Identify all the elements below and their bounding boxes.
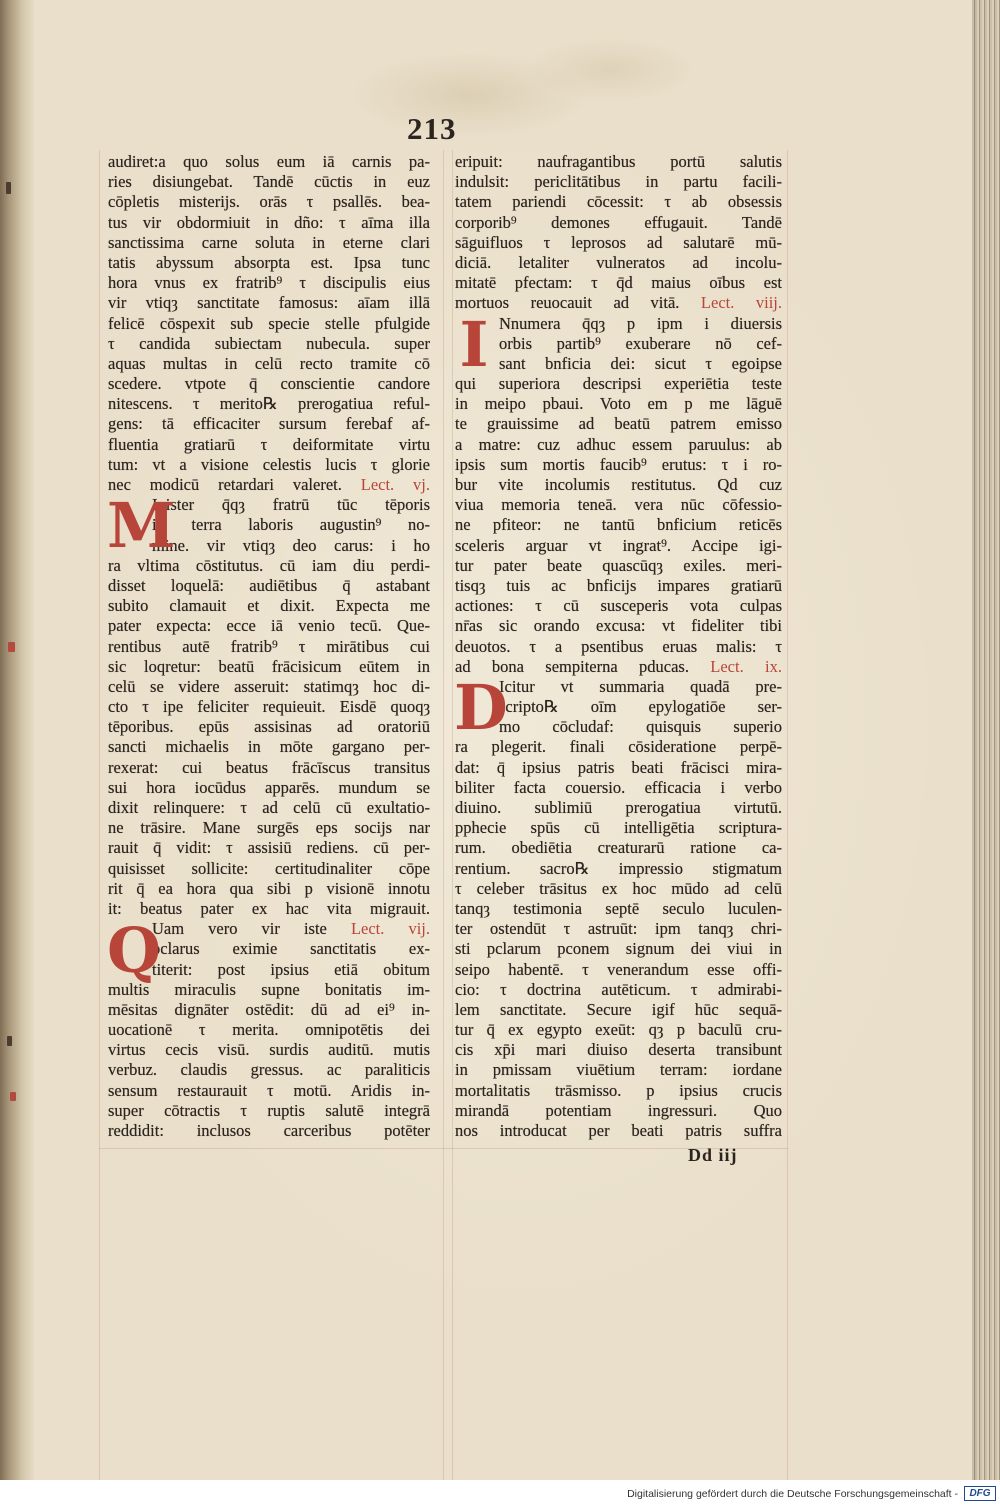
margin-mark [6,182,11,194]
text-line [455,314,782,334]
text-line: in terra laboris augustin⁹ no- [152,515,430,535]
rubricated-initial: I [459,307,489,381]
text-line: diciā. letaliter vulneratos ad incolu- [455,252,782,272]
text-line: eripuit: naufragantibus portū salutis [455,152,782,171]
text-line: sancti michaelis in mōte gargano per- [108,737,430,757]
text-line: ne trāsire. Mane surgēs eps socijs nar [108,818,430,838]
signature-mark: Dd iij [688,1145,738,1165]
text-line: sāguifluos τ leprosos ad salutarē mū- [455,232,782,252]
text-line: tisqȝ tuis ac bnficijs impares gratiarū [455,575,782,595]
ruling-line [787,150,788,1480]
line-text: mortuos reuocauit ad vitā. [455,293,680,313]
text-line: bur vite incolumis restitutus. Qd cuz [455,475,782,494]
text-line: ra plegerit. finali cōsideratione perpē- [455,737,782,757]
text-line: deuotos. τ a psentibus eruas malis: τ [455,636,782,656]
text-line: celū se videre asseruit: statimqȝ hoc di- [108,676,430,696]
text-line: rexerat: cui beatus frācīscus transitus [108,757,430,777]
text-line: actiones: τ cū susceperis vota culpas [455,596,782,616]
text-line: biliter facta couersio. efficacia i verbo [455,777,782,797]
text-line: indulsit: periclitātibus in partu facili- [455,172,782,192]
text-line: pclarus eximie sanctitatis ex- [152,939,430,959]
text-line: sceleris arguar vt ingrat⁹. Accipe igi- [455,535,782,555]
rubricated-initial: M [107,489,176,563]
text-line: dat: q̄ ipsius patris beati frācisci mira- [455,757,782,777]
ruling-line [452,150,453,1480]
line-text: Icitur vt summaria quadā pre- [499,676,782,696]
text-line: cio: τ doctrina autēticum. τ admirabi- [455,979,782,999]
text-line: in pmissam viuētium terram: iordane [455,1060,782,1080]
text-line: scedere. vtpote q̄ conscientie candore [108,374,430,394]
page-number: 213 [407,111,457,146]
rubricated-initial: D [454,671,508,745]
rubricated-initial: Q [107,913,162,987]
text-line: sensum restaurauit τ motū. Aridis in- [108,1080,430,1100]
text-line: mitatē pfectam: τ q̄d maius oībus est [455,273,782,293]
text-line: verbuz. claudis gressus. ac paraliticis [108,1060,430,1080]
text-line: cis xp̄i mari diuiso deserta transibunt [455,1040,782,1060]
text-line: titerit: post ipsius etiā obitum [152,959,430,979]
text-line: pphecie spūs cū intelligētia scriptura- [455,818,782,838]
lection-marker: Lect. viij. [700,293,782,313]
line-text: Uam vero vir iste [152,919,327,939]
text-line: mo cōcludaf: quisquis superio [499,717,782,737]
text-line: ries disiungebat. Tandē cūctis in euz [108,172,430,192]
text-line: nos introducat per beati patris suffra [455,1121,782,1140]
text-line: tur pater beate quascūqȝ exiles. meri- [455,555,782,575]
text-line: rentibus autē fratrib⁹ τ mirātibus cui [108,636,430,656]
adjacent-page-gutter [0,0,34,1480]
text-line: tum: vt a visione celestis lucis τ glorie [108,454,430,474]
text-line: rauit q̄ vidit: τ assisiū rediens. cū per- [108,838,430,858]
right-column [455,152,782,1141]
text-line: mortalitatis trāsmisso. p ipsius crucis [455,1080,782,1100]
text-line: sant bnficia dei: sicut τ egoipse [499,353,782,373]
page-stack-edges [972,0,1000,1480]
lection-marker: Lect. vj. [360,475,430,494]
text-line: nr̄as sic orando excusa: vt fideliter tibi [455,616,782,636]
text-line: cto τ ipe feliciter requieuit. Eisdē quoqȝ [108,697,430,717]
text-line: in meipo pbaui. Voto em p me lāguē [455,394,782,414]
text-line: reddidit: inclusos carceribus potēter [108,1121,430,1140]
text-line: τ celeber trāsitus ex hoc mūdo ad celū [455,878,782,898]
text-line: sanctissima carne soluta in eterne clari [108,232,430,252]
text-line: virtus cecis visū. surdis auditū. mutis [108,1040,430,1060]
text-line: seipo habentē. τ venerandum esse offi- [455,959,782,979]
text-line: quisisset sollicite: certitudinaliter cōpe [108,858,430,878]
ruling-line [443,150,444,1480]
margin-mark [7,1036,12,1046]
margin-mark [8,642,15,652]
text-line: pater expecta: ecce iā venio tecū. Que- [108,616,430,636]
text-line: ra vltima cōstitutus. cū iam diu perdi- [108,555,430,575]
text-line: fluentia gratiarū τ deiformitate virtu [108,434,430,454]
text-line: ipsis sum mortis faucib⁹ erutus: τ i ro- [455,454,782,474]
text-line: felicē cōspexit sub specie stelle pfulgide [108,313,430,333]
ruling-line [99,150,100,1480]
dfg-logo: DFG [964,1486,996,1501]
text-line [455,293,782,313]
text-line: aquas multas in celū recto tramite cō [108,353,430,373]
text-line: sic loqretur: beatū frācisicum eūtem in [108,656,430,676]
text-line: super cōtractis τ ruptis salutē integrā [108,1100,430,1120]
line-text: Inister q̄qȝ fratrū tūc tēporis [152,495,430,515]
text-line: mēsitas dignāter ostēdit: dū ad ei⁹ in- [108,999,430,1019]
text-line: orbis partib⁹ exuberare nō cef- [499,333,782,353]
text-line: τ candida subiectam nubecula. super [108,333,430,353]
ruling-line [99,1148,788,1149]
text-line: uocationē τ merita. omnipotētis dei [108,1020,430,1040]
text-line: lem sanctitate. Secure igif hūc sequā- [455,999,782,1019]
text-line: subito clamauit et dixit. Expecta me [108,596,430,616]
text-line: mine. vir vtiqȝ deo carus: i ho [152,535,430,555]
line-text: nec modicū retardari valeret. [108,475,342,494]
text-line: mirandā potentiam ingressuri. Quo [455,1100,782,1120]
text-line: rit q̄ ea hora qua sibi p visionē innotu [108,878,430,898]
line-text: ad bona sempiterna pducas. [455,656,689,676]
text-line: cōpletis misterijs. orās τ psallēs. bea- [108,192,430,212]
text-line: gens: tā efficaciter sursum ferebaf af- [108,414,430,434]
digitization-footer [0,1480,1000,1507]
text-line: a matre: cuz adhuc essem paruulus: ab [455,434,782,454]
text-line: vir vtiqȝ sanctitate famosus: aīam illā [108,293,430,313]
text-line: viua memoria teneā. vera nūc cōfessio- [455,495,782,515]
text-line: ter ostendūt τ astruūt: ipm tanqȝ chri- [455,919,782,939]
text-line: audiret:a quo solus eum iā carnis pa- [108,152,430,171]
text-line: tatem pariendi cōcessit: τ ab obsessis [455,192,782,212]
lection-marker: Lect. ix. [710,656,782,676]
text-line: it: beatus pater ex hac vita migrauit. [108,898,430,918]
text-line: corporib⁹ demones effugauit. Tandē [455,212,782,232]
text-line: sui hora iocūdus apparēs. mundum se [108,777,430,797]
text-line: rentium. sacro℞ impressio stigmatum [455,858,782,878]
text-line: hora vnus ex fratrib⁹ τ discipulis eius [108,273,430,293]
line-text: Nnumera q̄qȝ p ipm i diuersis [499,313,782,333]
text-line: sti pclarum pconem signum dei viui in [455,939,782,959]
text-line: ne pfiteor: ne tantū bnficium reticēs [455,515,782,535]
text-line: tur q̄ ex egypto exeūt: qȝ p baculū cru- [455,1020,782,1040]
footer-credit-text: Digitalisierung gefördert durch die Deutsche Forschungsgemeinschaft - [627,1488,958,1500]
margin-mark [10,1092,16,1101]
text-line: tēporibus. epūs assisinas ad oratoriū [108,717,430,737]
text-line: multis miraculis supne bonitatis im- [108,979,430,999]
text-line: nitescens. τ merito℞ prerogatiua reful- [108,394,430,414]
text-line: te grauissime ad beatū patrem emisso [455,414,782,434]
text-line: disset loquelā: audiētibus q̄ astabant [108,575,430,595]
lection-marker: Lect. vij. [350,919,430,939]
text-line: scripto℞ oīm epylogatiōe ser- [499,697,782,717]
left-column [108,152,430,1141]
text-line: qui superiora descripsi experiētia teste [455,374,782,394]
text-line: diuino. sublimiū prerogatiua virtutū. [455,798,782,817]
text-line: tanqȝ testimonia septē seculo luculen- [455,898,782,918]
text-line: tus vir obdormiuit in dño: τ aīma illa [108,212,430,232]
text-line: tatis abyssum absorpta est. Ipsa tunc [108,252,430,272]
text-line: rum. obediētia creaturarū ratione ca- [455,838,782,858]
text-line: dixit relinquere: τ ad celū cū exultatio- [108,798,430,817]
